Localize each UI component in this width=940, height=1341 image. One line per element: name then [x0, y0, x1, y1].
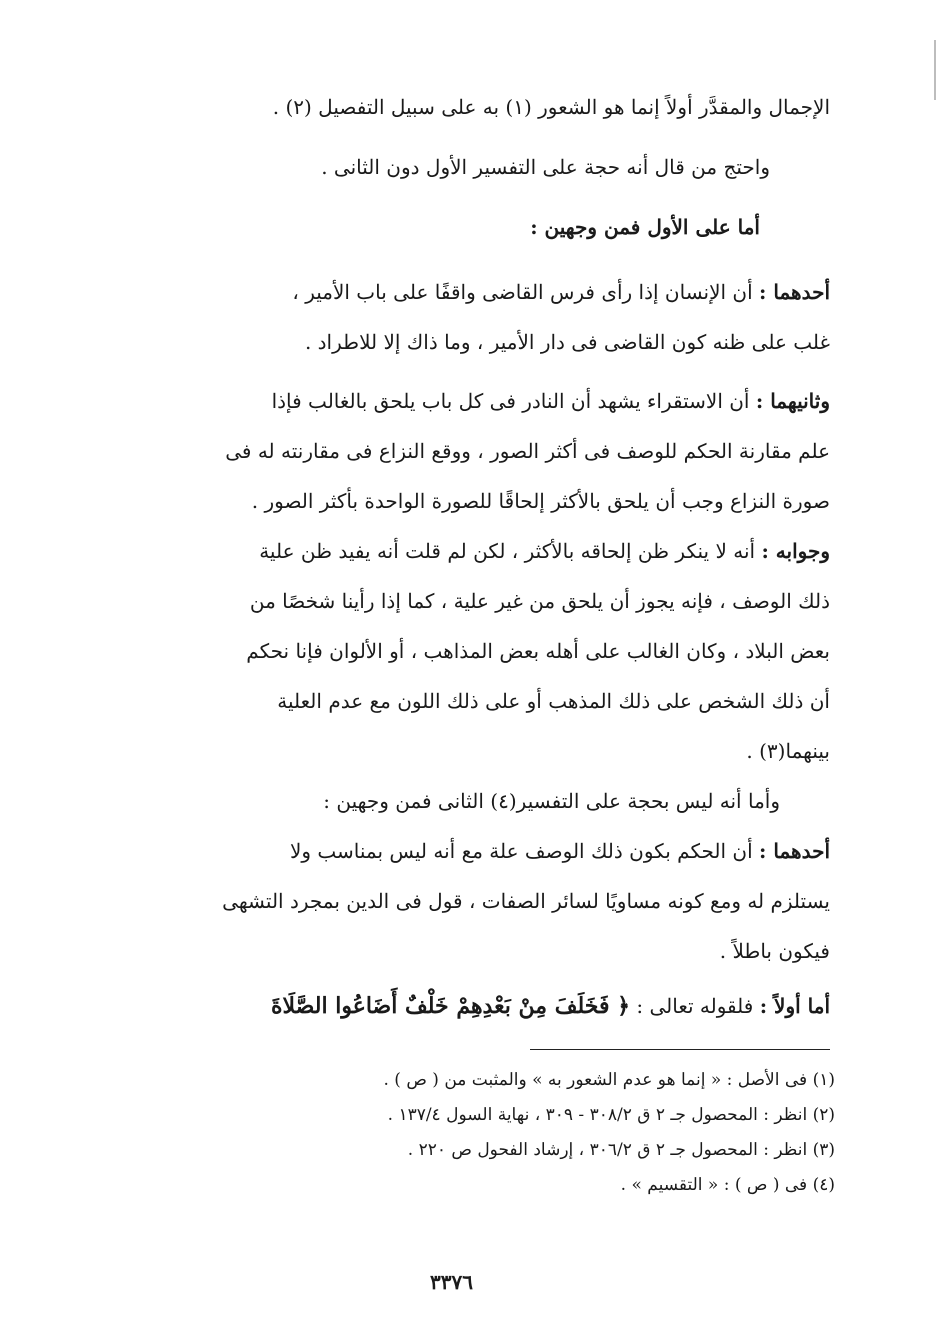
text-line: بينهما(٣) . — [746, 739, 830, 763]
text-line: واحتج من قال أنه حجة على التفسير الأول دون الثانى . — [321, 155, 770, 179]
text-line — [110, 387, 830, 415]
footnote: (٣) انظر : المحصول جـ ٢ ق ٣٠٦/٢ ، إرشاد الفحول ص ٢٢٠ . — [407, 1140, 835, 1160]
footnote: (١) فى الأصل : « إنما هو عدم الشعور به » والمثبت من ( ص ) . — [383, 1070, 835, 1090]
paragraph-label: وجوابه : — [761, 539, 830, 563]
text-line: صورة النزاع وجب أن يلحق بالأكثر إلحاقًا للصورة الواحدة بأكثر الصور . — [251, 489, 830, 513]
paragraph-label: وثانيهما : — [755, 389, 830, 413]
paragraph-text: أنه لا ينكر ظن إلحاقه بالأكثر ، لكن لم قلت أنه يفيد ظن علية — [259, 539, 762, 563]
text-line — [110, 537, 830, 565]
text-line: أن ذلك الشخص على ذلك المذهب أو على ذلك اللون مع عدم العلية — [277, 689, 830, 713]
paragraph-label: أما أولاً : — [759, 994, 830, 1018]
scan-edge-mark — [934, 40, 936, 100]
paragraph-text: أن الاستقراء يشهد أن النادر فى كل باب يلحق بالغالب فإذا — [271, 389, 756, 413]
text-line: بعض البلاد ، وكان الغالب على أهله بعض المذاهب ، أو الألوان فإنا نحكم — [246, 639, 830, 663]
footnote-separator — [530, 1049, 830, 1050]
paragraph-text: أن الحكم بكون ذلك الوصف علة مع أنه ليس بمناسب ولا — [289, 839, 760, 863]
text-line — [110, 278, 830, 306]
text-line: الإجمال والمقدَّر أولاً إنما هو الشعور (١) به على سبيل التفصيل (٢) . — [272, 95, 830, 119]
text-line: ذلك الوصف ، فإنه يجوز أن يلحق من غير علية ، كما إذا رأينا شخصًا من — [249, 589, 830, 613]
paragraph-text: أن الإنسان إذا رأى فرس القاضى واقفًا على باب الأمير ، — [292, 280, 760, 304]
page-number: ٣٣٧٦ — [430, 1270, 473, 1294]
text-line — [110, 992, 830, 1020]
paragraph-label: أحدهما : — [759, 839, 830, 863]
paragraph-label: أحدهما : — [759, 280, 830, 304]
paragraph-text: فلقوله تعالى : — [630, 994, 760, 1018]
text-line: غلب على ظنه كون القاضى فى دار الأمير ، وما ذاك إلا للاطراد . — [304, 330, 830, 354]
text-line — [110, 837, 830, 865]
quran-verse: ﴿ فَخَلَفَ مِنْ بَعْدِهِمْ خَلْفٌ أَضَاعُوا الصَّلَاةَ — [271, 993, 631, 1019]
text-line: يستلزم له ومع كونه مساويًا لسائر الصفات ، قول فى الدين بمجرد التشهى — [222, 889, 830, 913]
text-line: فيكون باطلاً . — [719, 939, 830, 963]
section-heading: أما على الأول فمن وجهين : — [530, 215, 760, 239]
text-line: علم مقارنة الحكم للوصف فى أكثر الصور ، ووقع النزاع فى مقارنته له فى — [225, 439, 830, 463]
text-line: وأما أنه ليس بحجة على التفسير(٤) الثانى فمن وجهين : — [323, 789, 780, 813]
footnote: (٢) انظر : المحصول جـ ٢ ق ٣٠٨/٢ - ٣٠٩ ، نهاية السول ١٣٧/٤ . — [387, 1105, 835, 1125]
footnote: (٤) فى ( ص ) : « التقسيم » . — [620, 1175, 835, 1195]
